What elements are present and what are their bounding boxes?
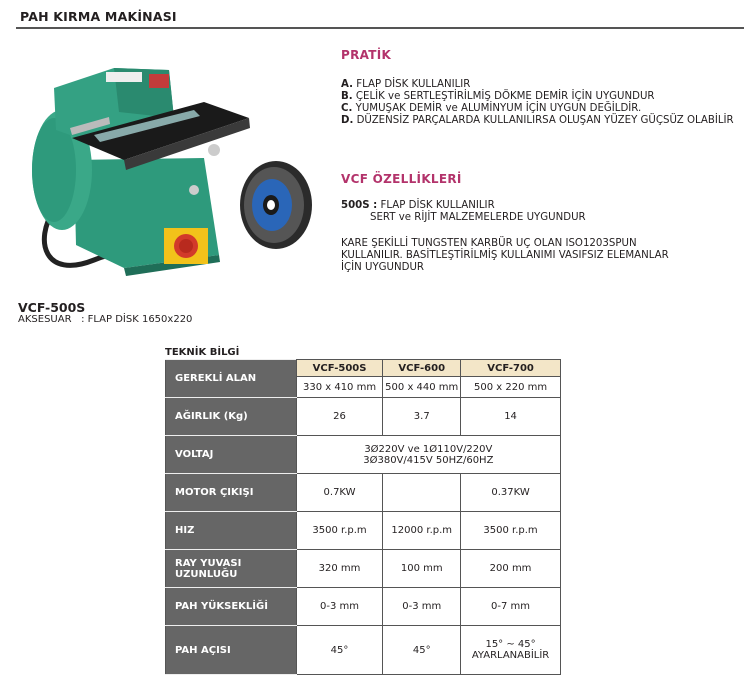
row-label: AĞIRLIK (Kg) [166, 398, 297, 436]
pratik-heading: PRATİK [341, 48, 392, 62]
pratik-item-d [341, 115, 734, 127]
column-header: VCF-500S [296, 360, 383, 377]
features-heading: VCF ÖZELLİKLERİ [341, 172, 462, 186]
table-row [166, 588, 561, 626]
table-cell: 200 mm [461, 550, 561, 588]
table-row [166, 398, 561, 436]
accessory-line [18, 314, 192, 325]
table-cell [296, 436, 560, 474]
table-cell: 14 [461, 398, 561, 436]
table-cell: 100 mm [383, 550, 461, 588]
column-header: VCF-700 [461, 360, 561, 377]
spec-table-title: TEKNİK BİLGİ [165, 347, 240, 358]
item-text: YUMUŞAK DEMİR ve ALUMİNYUM İÇİN UYGUN DEĞİLDİR. [355, 103, 642, 114]
table-cell: 0-3 mm [383, 588, 461, 626]
table-cell: 0.7KW [296, 474, 383, 512]
accessory-label: AKSESUAR [18, 314, 72, 325]
table-row [166, 474, 561, 512]
item-letter: B. [341, 91, 353, 102]
features-line-1 [341, 200, 495, 212]
row-label: RAY YUVASI UZUNLUĞU [166, 550, 297, 588]
features-para-3: İÇİN UYGUNDUR [341, 262, 425, 273]
row-label: GEREKLİ ALAN [166, 360, 297, 398]
table-cell [383, 474, 461, 512]
angle-range: 15° ~ 45° [485, 639, 536, 650]
page-title: PAH KIRMA MAKİNASI [20, 9, 177, 24]
table-row [166, 512, 561, 550]
feature-text: FLAP DİSK KULLANILIR [380, 200, 495, 211]
item-text: FLAP DİSK KULLANILIR [356, 79, 471, 90]
table-cell: 3500 r.p.m [296, 512, 383, 550]
spec-table [165, 359, 561, 675]
column-header: VCF-600 [383, 360, 461, 377]
item-letter: D. [341, 115, 354, 126]
item-text: DÜZENSİZ PARÇALARDA KULLANILIRSA OLUŞAN YÜZEY GÜÇSÜZ OLABİLİR [356, 115, 734, 126]
flap-disc-image [240, 161, 312, 249]
table-cell: 45° [296, 626, 383, 675]
table-cell: 45° [383, 626, 461, 675]
title-divider [16, 27, 744, 29]
model-code: 500S : [341, 200, 378, 211]
row-label: VOLTAJ [166, 436, 297, 474]
table-row [166, 550, 561, 588]
row-label: HIZ [166, 512, 297, 550]
table-cell: 0.37KW [461, 474, 561, 512]
table-cell: 330 x 410 mm [296, 377, 383, 398]
pratik-item-c [341, 103, 641, 115]
table-row [166, 360, 561, 377]
adjustable-label: AYARLANABİLİR [471, 650, 550, 661]
item-letter: C. [341, 103, 353, 114]
table-row [166, 626, 561, 675]
machine-photo [14, 40, 312, 300]
table-cell: 0-3 mm [296, 588, 383, 626]
accessory-value: : FLAP DİSK 1650x220 [81, 314, 193, 325]
product-model: VCF-500S [18, 300, 86, 315]
table-cell: 26 [296, 398, 383, 436]
table-cell: 12000 r.p.m [383, 512, 461, 550]
table-cell: 0-7 mm [461, 588, 561, 626]
pratik-item-b [341, 91, 655, 103]
item-text: ÇELİK ve SERTLEŞTİRİLMİŞ DÖKME DEMİR İÇİN UYGUNDUR [355, 91, 655, 102]
features-para-2: KULLANILIR. BASİTLEŞTİRİLMİŞ KULLANIMI VASIFSIZ ELEMANLAR [341, 250, 669, 261]
features-para-1: KARE ŞEKİLLİ TUNGSTEN KARBÜR UÇ OLAN ISO1203SPUN [341, 238, 637, 249]
table-cell: 500 x 440 mm [383, 377, 461, 398]
features-line-2: SERT ve RİJİT MALZEMELERDE UYGUNDUR [370, 212, 586, 223]
item-letter: A. [341, 79, 353, 90]
table-cell: 500 x 220 mm [461, 377, 561, 398]
row-label: PAH YÜKSEKLİĞİ [166, 588, 297, 626]
row-label: MOTOR ÇIKIŞI [166, 474, 297, 512]
table-cell [461, 626, 561, 675]
table-row [166, 436, 561, 474]
pratik-item-a [341, 79, 470, 91]
table-cell: 3500 r.p.m [461, 512, 561, 550]
row-label: PAH AÇISI [166, 626, 297, 675]
table-cell: 3.7 [383, 398, 461, 436]
voltage-line: 3Ø380V/415V 50HZ/60HZ [363, 454, 494, 466]
table-cell: 320 mm [296, 550, 383, 588]
voltage-line: 3Ø220V ve 1Ø110V/220V [364, 443, 493, 455]
